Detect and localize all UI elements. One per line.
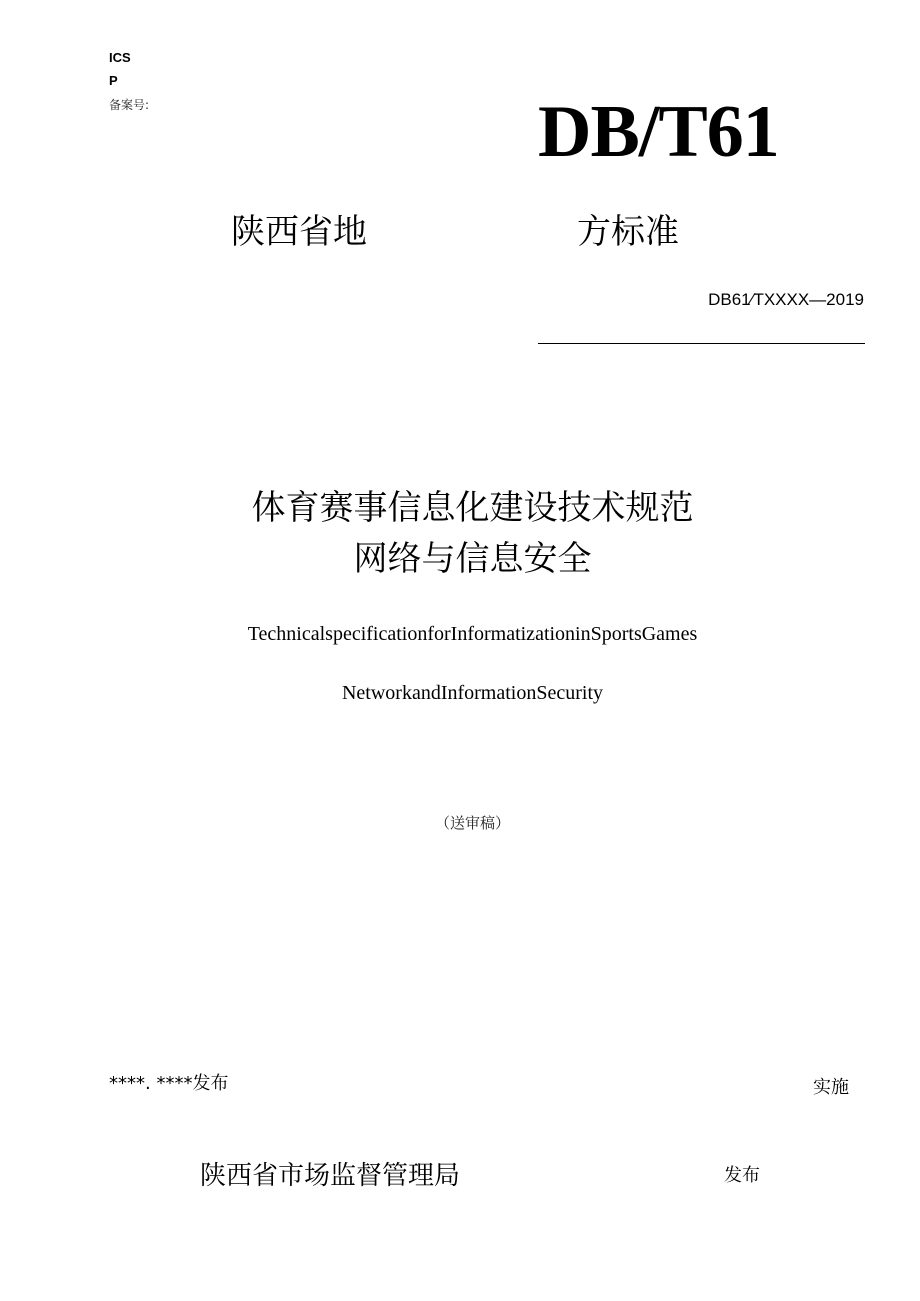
- ics-label: ICS: [109, 50, 131, 65]
- record-number-label: 备案号:: [109, 98, 150, 112]
- title-en-line1: TechnicalspecificationforInformatizationinSportsGames: [247, 623, 698, 645]
- standard-category-part1: 陕西省地: [231, 212, 367, 252]
- title-zh-line1: 体育赛事信息化建设技术规范: [251, 488, 694, 528]
- issue-date: ****. ****发布: [109, 1073, 229, 1094]
- title-zh-line2: 网络与信息安全: [353, 539, 592, 579]
- issuing-authority: 陕西省市场监督管理局: [200, 1161, 461, 1191]
- standard-number: DB61∕TXXXX—2019: [708, 290, 864, 309]
- implement-label: 实施: [813, 1077, 849, 1098]
- standard-code-mark: DB/T61: [538, 91, 779, 173]
- p-label: P: [109, 73, 118, 88]
- publish-label: 发布: [724, 1165, 760, 1186]
- header-divider: [538, 343, 865, 344]
- standard-category-part2: 方标准: [577, 212, 679, 252]
- draft-note: （送审稿）: [434, 814, 510, 832]
- title-en-line2: NetworkandInformationSecurity: [341, 682, 604, 704]
